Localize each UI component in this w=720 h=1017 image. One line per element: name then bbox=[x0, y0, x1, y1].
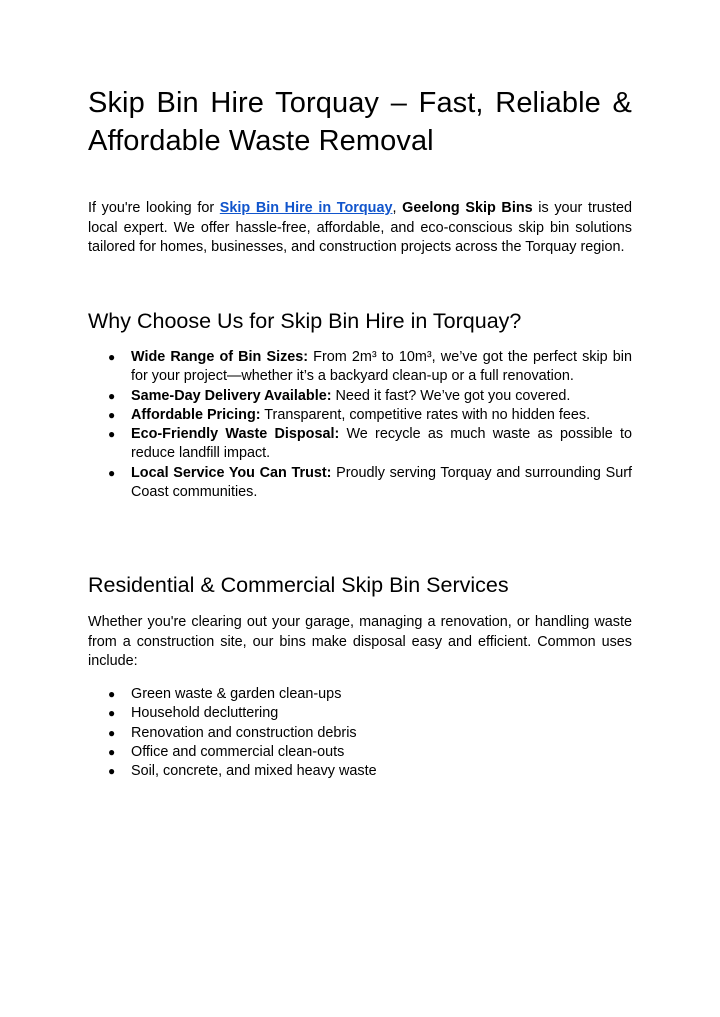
uses-list bbox=[88, 685, 632, 781]
skip-bin-hire-torquay-link[interactable]: Skip Bin Hire in Torquay bbox=[219, 200, 393, 216]
item-text: Renovation and construction debris bbox=[131, 724, 357, 741]
item-text: Household decluttering bbox=[131, 705, 279, 722]
list-item bbox=[88, 348, 632, 387]
list-item bbox=[88, 743, 632, 762]
bullet-icon: ● bbox=[108, 687, 116, 701]
services-paragraph: Whether you're clearing out your garage, managing a renovation, or handling waste from a construction site, our bins make disposal easy and efficient. Common uses include: bbox=[88, 614, 632, 669]
why-list bbox=[88, 348, 632, 502]
intro-suffix: is your trusted local expert. We offer hassle-free, affordable, and eco-conscious skip bin solutions tailored for homes, businesses, and construction projects across the Torquay region. bbox=[88, 200, 632, 255]
list-item bbox=[88, 724, 632, 743]
intro-prefix: If you're looking for bbox=[88, 200, 220, 216]
item-text: We recycle as much waste as possible to reduce landfill impact. bbox=[131, 426, 632, 462]
item-bold: Same-Day Delivery Available: bbox=[131, 387, 332, 404]
list-item bbox=[88, 464, 632, 503]
item-text: Green waste & garden clean-ups bbox=[131, 686, 342, 702]
intro-paragraph bbox=[88, 199, 632, 258]
bullet-icon: ● bbox=[108, 764, 116, 779]
services-heading: Residential & Commercial Skip Bin Services bbox=[88, 573, 509, 597]
list-item bbox=[88, 387, 632, 406]
item-text: Transparent, competitive rates with no hidden fees. bbox=[260, 406, 591, 423]
bullet-icon: ● bbox=[108, 350, 116, 364]
list-item bbox=[88, 685, 632, 704]
page-title: Skip Bin Hire Torquay – Fast, Reliable & Affordable Waste Removal bbox=[88, 87, 632, 157]
item-text: Proudly serving Torquay and surrounding Surf Coast communities. bbox=[131, 464, 632, 501]
bullet-icon: ● bbox=[108, 388, 116, 403]
list-item bbox=[88, 425, 632, 464]
item-text: Office and commercial clean-outs bbox=[131, 743, 345, 760]
list-item bbox=[88, 406, 632, 425]
bullet-icon: ● bbox=[108, 427, 116, 442]
bullet-icon: ● bbox=[108, 407, 116, 422]
list-item bbox=[88, 762, 632, 781]
why-heading: Why Choose Us for Skip Bin Hire in Torquay? bbox=[88, 309, 522, 333]
bullet-icon: ● bbox=[108, 744, 116, 759]
bullet-icon: ● bbox=[108, 706, 116, 721]
item-text: From 2m³ to 10m³, we’ve got the perfect skip bin for your project—whether it’s a backyard clean-up or a full renovation. bbox=[131, 349, 632, 385]
intro-brand: Geelong Skip Bins bbox=[402, 200, 533, 216]
item-bold: Eco-Friendly Waste Disposal: bbox=[131, 426, 340, 443]
item-text: Soil, concrete, and mixed heavy waste bbox=[131, 763, 377, 780]
list-item bbox=[88, 704, 632, 723]
item-bold: Local Service You Can Trust: bbox=[131, 464, 332, 481]
intro-comma: , bbox=[392, 200, 403, 216]
item-text: Need it fast? We’ve got you covered. bbox=[331, 387, 571, 404]
bullet-icon: ● bbox=[108, 465, 116, 480]
item-bold: Affordable Pricing: bbox=[131, 406, 261, 423]
item-bold: Wide Range of Bin Sizes: bbox=[131, 349, 309, 365]
bullet-icon: ● bbox=[108, 725, 116, 740]
